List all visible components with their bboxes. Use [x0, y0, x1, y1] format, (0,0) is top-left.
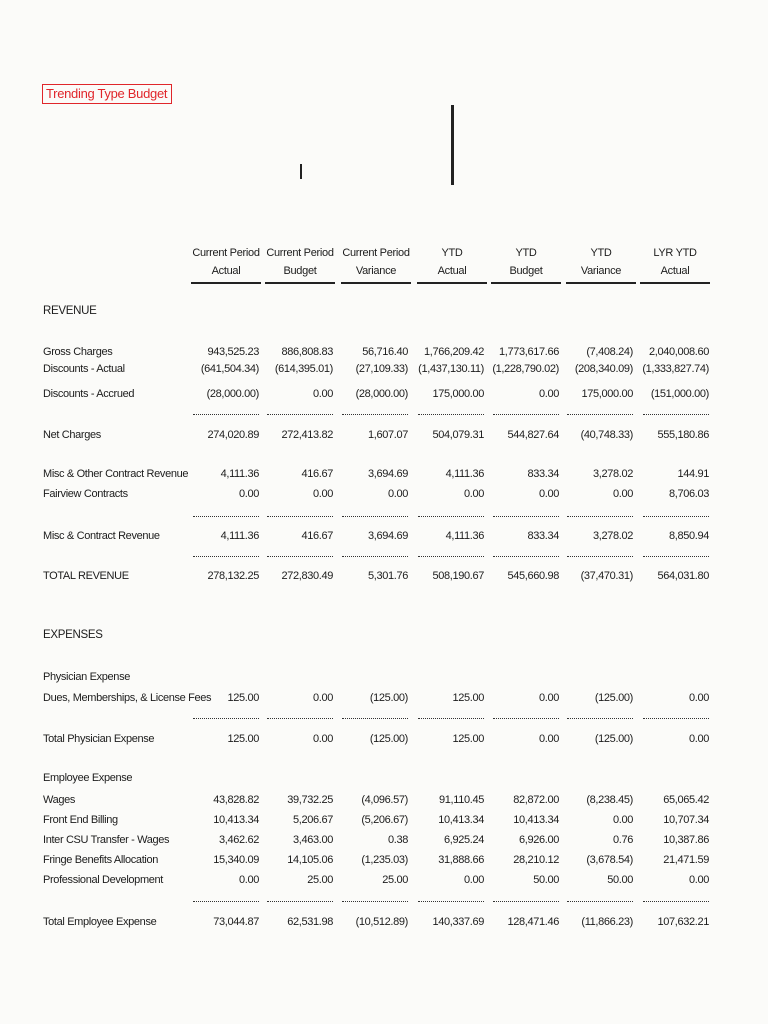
table-row [0, 733, 768, 749]
row-value: 833.34 [527, 530, 559, 542]
subtotal-rule [342, 718, 408, 719]
subtotal-rule [267, 718, 333, 719]
row-value: 416.67 [301, 468, 333, 480]
row-label: Front End Billing [43, 814, 118, 826]
row-value: 65,065.42 [663, 794, 709, 806]
row-value: (641,504.34) [200, 363, 259, 375]
row-value: 0.00 [612, 488, 633, 500]
row-label: Misc & Other Contract Revenue [43, 468, 189, 480]
subtotal-rule [418, 556, 484, 557]
row-value: 0.00 [612, 814, 633, 826]
row-value: (208,340.09) [574, 363, 633, 375]
row-value: (125.00) [369, 692, 408, 704]
row-label: Physician Expense [43, 671, 130, 683]
subtotal-rule [342, 516, 408, 517]
column-header-line2: Variance [580, 265, 622, 277]
row-label: Gross Charges [43, 346, 113, 358]
column-header [191, 244, 261, 280]
row-value: 82,872.00 [513, 794, 559, 806]
row-label: Discounts - Accrued [43, 388, 135, 400]
subtotal-rule [567, 556, 633, 557]
row-value: 31,888.66 [438, 854, 484, 866]
row-value: 0.00 [538, 488, 559, 500]
row-value: 3,463.00 [292, 834, 333, 846]
section-expenses: EXPENSES [43, 629, 103, 641]
row-value: 272,413.82 [281, 429, 333, 441]
row-value: (10,512.89) [355, 916, 408, 928]
row-value: 278,132.25 [207, 570, 259, 582]
row-value: 125.00 [227, 692, 259, 704]
column-header-underline [341, 282, 411, 284]
subtotal-rule [567, 901, 633, 902]
column-header-underline [265, 282, 335, 284]
row-label: Net Charges [43, 429, 101, 441]
column-header-line2: Variance [355, 265, 397, 277]
subtotal-rule [567, 718, 633, 719]
subtotal-rule [643, 901, 709, 902]
row-label: TOTAL REVENUE [43, 570, 129, 582]
subtotal-rule [342, 901, 408, 902]
row-value: 128,471.46 [507, 916, 559, 928]
row-label: Inter CSU Transfer - Wages [43, 834, 170, 846]
row-value: 25.00 [307, 874, 333, 886]
row-value: 508,190.67 [432, 570, 484, 582]
row-value: 0.00 [538, 692, 559, 704]
row-value: 91,110.45 [439, 794, 484, 806]
row-value: 0.38 [387, 834, 408, 846]
subtotal-rule [193, 718, 259, 719]
row-value: 10,387.86 [663, 834, 709, 846]
row-value: (1,333,827.74) [642, 363, 709, 375]
row-value: (4,096.57) [361, 794, 408, 806]
column-header-line1: Current Period [266, 247, 334, 259]
row-value: 6,925.24 [443, 834, 484, 846]
subtotal-rule [643, 414, 709, 415]
row-value: 10,413.34 [213, 814, 259, 826]
row-value: (11,866.23) [581, 916, 633, 928]
column-header-line2: Actual [211, 265, 241, 277]
row-label: Fairview Contracts [43, 488, 128, 500]
row-value: (8,238.45) [586, 794, 633, 806]
row-value: 125.00 [452, 733, 484, 745]
column-header-line1: YTD [515, 247, 537, 259]
row-value: (1,228,790.02) [492, 363, 559, 375]
column-header-underline [191, 282, 261, 284]
column-header-line2: Budget [283, 265, 317, 277]
table-row [0, 874, 768, 890]
row-value: 0.00 [238, 874, 259, 886]
row-value: 416.67 [301, 530, 333, 542]
table-row [0, 692, 768, 708]
table-row [0, 854, 768, 870]
section-revenue: REVENUE [43, 305, 97, 317]
row-value: 545,660.98 [507, 570, 559, 582]
row-value: 8,706.03 [668, 488, 709, 500]
subtotal-rule [342, 556, 408, 557]
row-value: 15,340.09 [213, 854, 259, 866]
row-value: (28,000.00) [355, 388, 408, 400]
subtotal-rule [193, 516, 259, 517]
row-value: 4,111.36 [445, 530, 484, 542]
subtotal-rule [493, 556, 559, 557]
row-value: 564,031.80 [657, 570, 709, 582]
row-value: (1,437,130.11) [418, 363, 484, 375]
row-value: 504,079.31 [432, 429, 484, 441]
row-value: (40,748.33) [580, 429, 633, 441]
row-label: Total Physician Expense [43, 733, 155, 745]
column-header-line2: Actual [437, 265, 467, 277]
row-value: 4,111.36 [220, 468, 259, 480]
row-value: 3,278.02 [592, 468, 633, 480]
row-value: (1,235.03) [361, 854, 408, 866]
row-value: 0.00 [312, 388, 333, 400]
row-value: 0.00 [312, 692, 333, 704]
row-value: 555,180.86 [657, 429, 709, 441]
row-value: (125.00) [594, 692, 633, 704]
row-value: (3,678.54) [586, 854, 633, 866]
row-value: 1,607.07 [367, 429, 408, 441]
row-label: Total Employee Expense [43, 916, 157, 928]
table-row [0, 794, 768, 810]
column-header [566, 244, 636, 280]
row-label: Discounts - Actual [43, 363, 125, 375]
row-value: (37,470.31) [580, 570, 633, 582]
row-value: (7,408.24) [586, 346, 633, 358]
row-value: 28,210.12 [513, 854, 559, 866]
row-value: 56,716.40 [362, 346, 408, 358]
table-row [0, 814, 768, 830]
row-value: (125.00) [594, 733, 633, 745]
row-value: 0.76 [612, 834, 633, 846]
row-value: 4,111.36 [445, 468, 484, 480]
table-row [0, 530, 768, 546]
subtotal-rule [193, 556, 259, 557]
row-value: 1,773,617.66 [498, 346, 559, 358]
row-value: 175,000.00 [581, 388, 633, 400]
column-header-underline [417, 282, 487, 284]
row-value: 25.00 [382, 874, 408, 886]
column-header [640, 244, 710, 280]
row-value: 10,707.34 [663, 814, 709, 826]
table-row [0, 570, 768, 586]
row-value: 125.00 [452, 692, 484, 704]
column-header-underline [640, 282, 710, 284]
column-header [417, 244, 487, 280]
row-value: 274,020.89 [207, 429, 259, 441]
table-row [0, 388, 768, 404]
row-value: (614,395.01) [274, 363, 333, 375]
row-value: 272,830.49 [281, 570, 333, 582]
row-value: 144.91 [677, 468, 709, 480]
table-row [0, 772, 768, 788]
row-label: Misc & Contract Revenue [43, 530, 160, 542]
row-value: 5,206.67 [292, 814, 333, 826]
vertical-mark-long [451, 105, 454, 185]
table-row [0, 346, 768, 362]
row-value: 3,694.69 [367, 468, 408, 480]
row-value: 0.00 [463, 874, 484, 886]
row-value: 107,632.21 [657, 916, 709, 928]
column-header-underline [566, 282, 636, 284]
row-value: 73,044.87 [213, 916, 259, 928]
subtotal-rule [643, 556, 709, 557]
row-value: 0.00 [688, 692, 709, 704]
column-header-line2: Actual [660, 265, 690, 277]
row-value: 544,827.64 [507, 429, 559, 441]
subtotal-rule [643, 516, 709, 517]
subtotal-rule [493, 414, 559, 415]
row-value: 5,301.76 [367, 570, 408, 582]
column-header-line1: YTD [441, 247, 463, 259]
row-label: Wages [43, 794, 76, 806]
row-value: 6,926.00 [518, 834, 559, 846]
row-value: 43,828.82 [213, 794, 259, 806]
row-value: (5,206.67) [361, 814, 408, 826]
column-header-line1: YTD [590, 247, 612, 259]
row-value: 62,531.98 [287, 916, 333, 928]
row-value: 943,525.23 [207, 346, 259, 358]
subtotal-rule [493, 516, 559, 517]
subtotal-rule [418, 516, 484, 517]
subtotal-rule [493, 718, 559, 719]
row-value: 3,462.62 [218, 834, 259, 846]
column-header [491, 244, 561, 280]
row-label: Dues, Memberships, & License Fees [43, 692, 212, 704]
row-value: (125.00) [369, 733, 408, 745]
subtotal-rule [267, 414, 333, 415]
row-value: 4,111.36 [220, 530, 259, 542]
row-value: 0.00 [538, 733, 559, 745]
column-header-underline [491, 282, 561, 284]
column-header-line1: Current Period [342, 247, 410, 259]
column-header-line1: Current Period [192, 247, 260, 259]
row-value: 50.00 [533, 874, 559, 886]
trending-type-stamp: Trending Type Budget [42, 84, 172, 104]
row-value: 10,413.34 [513, 814, 559, 826]
row-value: 14,105.06 [287, 854, 333, 866]
subtotal-rule [567, 414, 633, 415]
row-value: 175,000.00 [432, 388, 484, 400]
row-value: 0.00 [538, 388, 559, 400]
table-row [0, 429, 768, 445]
column-header [265, 244, 335, 280]
subtotal-rule [493, 901, 559, 902]
table-row [0, 488, 768, 504]
row-value: 0.00 [688, 874, 709, 886]
row-label: Employee Expense [43, 772, 133, 784]
row-value: 886,808.83 [281, 346, 333, 358]
table-row [0, 363, 768, 379]
subtotal-rule [418, 901, 484, 902]
subtotal-rule [567, 516, 633, 517]
row-value: 833.34 [527, 468, 559, 480]
table-row [0, 671, 768, 687]
row-value: (27,109.33) [355, 363, 408, 375]
row-value: 0.00 [688, 733, 709, 745]
row-value: 21,471.59 [663, 854, 709, 866]
row-value: 0.00 [387, 488, 408, 500]
row-value: 1,766,209.42 [423, 346, 484, 358]
row-value: 39,732.25 [287, 794, 333, 806]
subtotal-rule [418, 718, 484, 719]
row-value: 3,694.69 [367, 530, 408, 542]
row-value: 0.00 [312, 733, 333, 745]
subtotal-rule [342, 414, 408, 415]
row-value: 2,040,008.60 [648, 346, 709, 358]
row-value: 0.00 [238, 488, 259, 500]
row-value: (151,000.00) [650, 388, 709, 400]
subtotal-rule [643, 718, 709, 719]
row-value: 0.00 [463, 488, 484, 500]
row-value: 0.00 [312, 488, 333, 500]
row-value: 8,850.94 [668, 530, 709, 542]
column-header-line2: Budget [509, 265, 543, 277]
row-label: Professional Development [43, 874, 164, 886]
subtotal-rule [267, 901, 333, 902]
row-label: Fringe Benefits Allocation [43, 854, 159, 866]
table-row [0, 834, 768, 850]
vertical-mark-short [300, 164, 302, 179]
subtotal-rule [418, 414, 484, 415]
subtotal-rule [267, 516, 333, 517]
column-header [341, 244, 411, 280]
subtotal-rule [267, 556, 333, 557]
row-value: 140,337.69 [432, 916, 484, 928]
row-value: (28,000.00) [206, 388, 259, 400]
row-value: 125.00 [227, 733, 259, 745]
table-row [0, 468, 768, 484]
row-value: 50.00 [607, 874, 633, 886]
subtotal-rule [193, 414, 259, 415]
column-header-line1: LYR YTD [653, 247, 697, 259]
row-value: 3,278.02 [592, 530, 633, 542]
subtotal-rule [193, 901, 259, 902]
row-value: 10,413.34 [438, 814, 484, 826]
table-row [0, 916, 768, 932]
